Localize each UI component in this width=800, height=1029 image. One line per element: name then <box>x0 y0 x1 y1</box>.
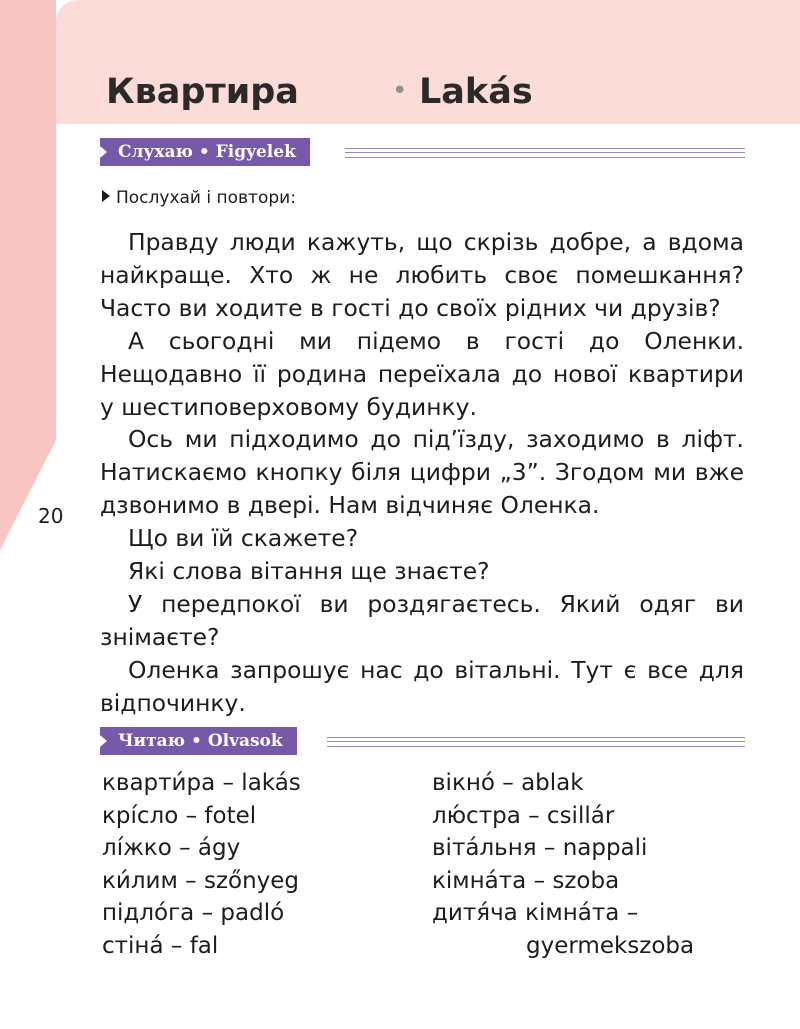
vocabulary-item: стіна́ – fal <box>102 932 219 959</box>
instruction-text: Послухай і повтори: <box>116 188 296 208</box>
section-arrow-icon <box>100 735 107 747</box>
section-label-read: Читаю • Olvasok <box>100 727 297 755</box>
section-arrow-icon <box>100 146 107 158</box>
vocabulary-item: крі́сло – fotel <box>102 802 257 829</box>
triangle-bullet-icon <box>102 190 110 202</box>
paragraph: Які слова вітання ще знаєте? <box>128 557 490 586</box>
vocabulary-column-right <box>432 767 694 963</box>
vocabulary-item: дитя́ча кімна́та – <box>432 900 639 927</box>
vocabulary-item: кімна́та – szoba <box>432 867 620 894</box>
vocabulary-item: ки́лим – szőnyeg <box>102 867 300 894</box>
vocabulary-column-left <box>102 767 301 963</box>
story-text <box>100 226 744 720</box>
section-divider-lines <box>345 148 745 158</box>
paragraph: Оленка запрошує нас до вітальні. Тут є все для відпочинку. <box>100 655 744 717</box>
vocabulary-item: вікно́ – ablak <box>432 770 584 796</box>
vocabulary-item-continued: gyermekszoba <box>526 932 695 959</box>
section-divider-lines <box>327 737 745 747</box>
section-header-listen <box>100 138 745 166</box>
vocabulary-item: лі́жко – ágy <box>102 835 241 862</box>
instruction <box>102 188 296 208</box>
paragraph: А сьогодні ми підемо в гості до Оленки. Нещодавно її родина переїхала до нової квартири у шестиповерховому будинку. <box>100 326 744 421</box>
paragraph: У передпокої ви роздягаєтесь. Який одяг ви знімаєте? <box>100 589 744 651</box>
section-label-listen: Слухаю • Figyelek <box>100 138 310 166</box>
paragraph: Правду люди кажуть, що скрізь добре, а вдома найкраще. Хто ж не любить своє помешкання? Часто ви ходите в гості до своїх рідних чи друзів? <box>100 228 744 322</box>
section-header-read <box>100 727 745 755</box>
title-separator: • <box>392 76 408 106</box>
paragraph: Що ви їй скажете? <box>128 524 359 553</box>
page-title-hungarian: Lakás <box>419 72 533 112</box>
vocabulary-item: кварти́ра – lakás <box>102 770 301 796</box>
vocabulary-item: підло́га – padló <box>102 900 285 927</box>
paragraph: Ось ми підходимо до під’їзду, заходимо в ліфт. Натискаємо кнопку біля цифри „3”. Згодом ми вже дзвонимо в двері. Нам відчиняє Оленка. <box>100 425 744 520</box>
page-number: 20 <box>38 504 64 528</box>
page-title-ukrainian: Квартира <box>106 72 299 112</box>
vocabulary-item: віта́льня – nappali <box>432 835 648 862</box>
vocabulary-item: лю́стра – csillár <box>432 802 615 829</box>
side-tab-cut <box>0 440 56 550</box>
